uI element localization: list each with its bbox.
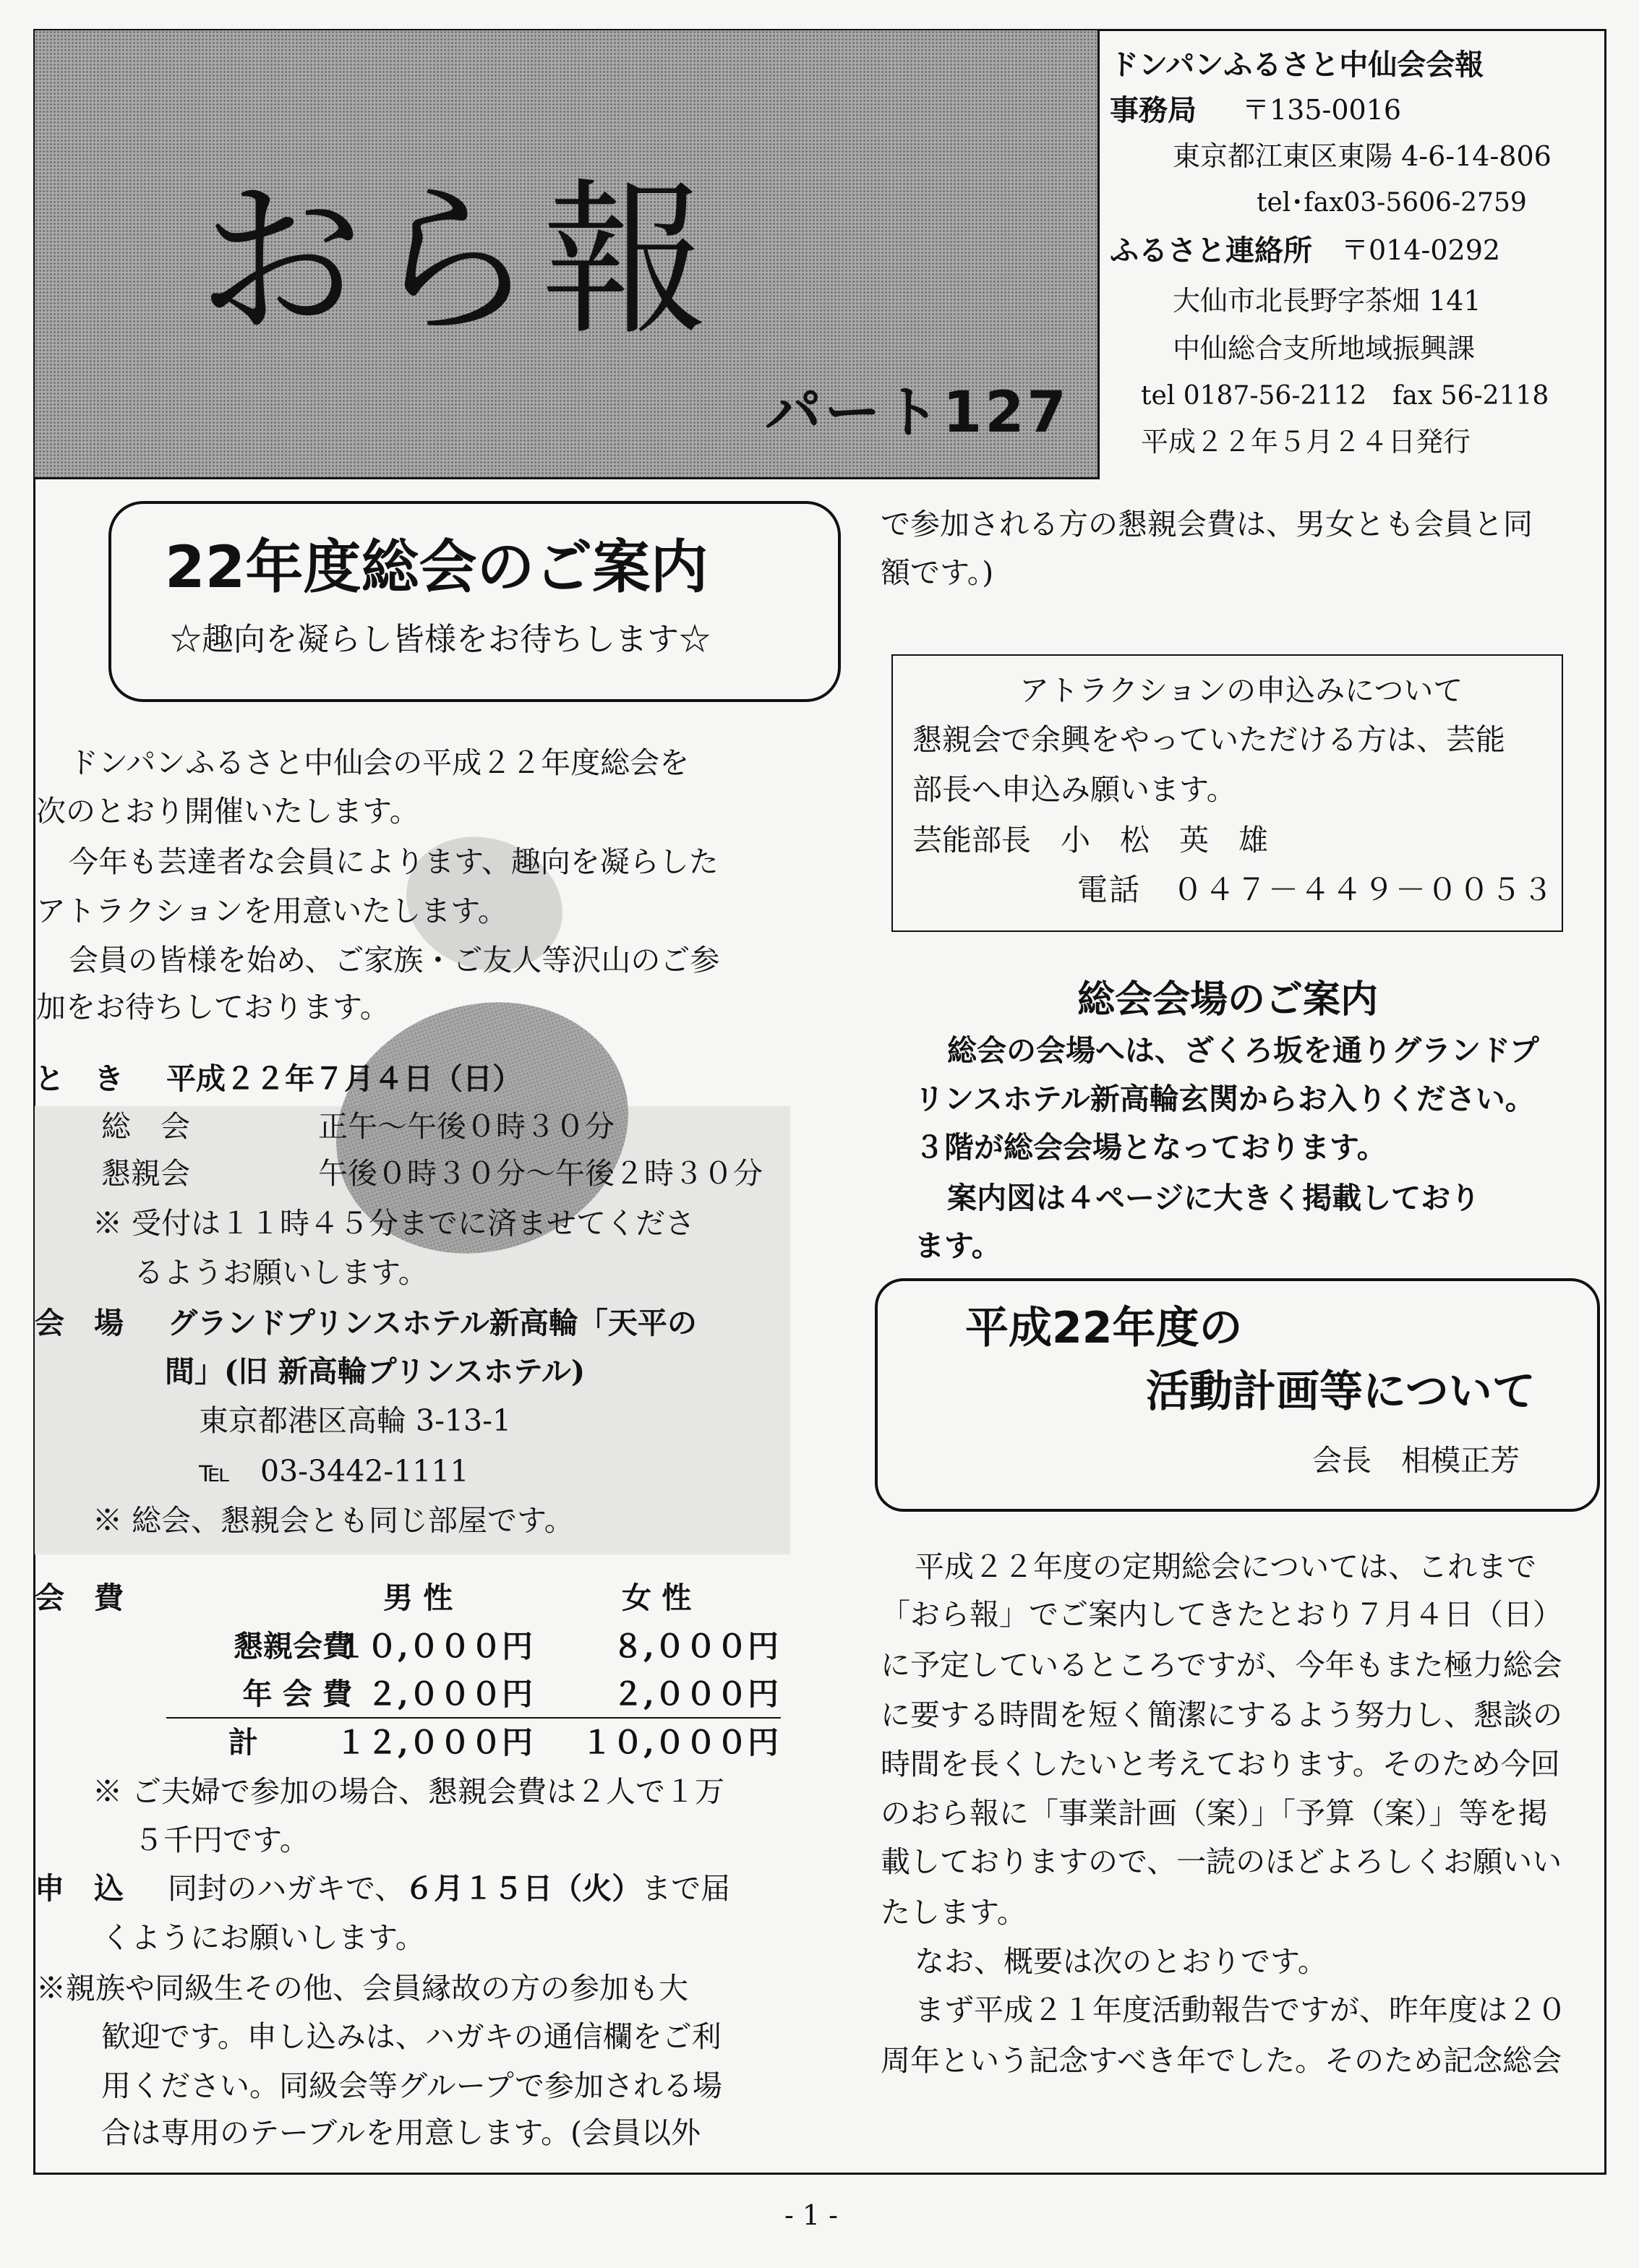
office-address: 東京都江東区東陽 4-6-14-806 <box>1173 140 1552 172</box>
plan-line: 平成２２年度の定期総会については、これまで <box>915 1549 1537 1584</box>
attraction-tel: 電話 ０４７－４４９－００５３ <box>1077 872 1555 907</box>
venue-name-2: 間」(旧 新高輪プリンスホテル) <box>165 1354 586 1389</box>
continued-line: で参加される方の懇親会費は、男女とも会員と同 <box>881 507 1533 542</box>
venue-guide-line: 案内図は４ページに大きく掲載しており <box>947 1181 1481 1215</box>
plan-line: に予定しているところですが、今年もまた極力総会 <box>881 1648 1562 1682</box>
plan-line: まず平成２１年度活動報告ですが、昨年度は２０ <box>915 1993 1567 2027</box>
intro-line: 加をお待ちしております。 <box>36 990 390 1024</box>
konshin-time: 午後０時３０分～午後２時３０分 <box>318 1156 763 1191</box>
venue-guide-line: リンスホテル新高輪玄関からお入りください。 <box>915 1082 1535 1116</box>
intro-line: アトラクションを用意いたします。 <box>36 894 508 928</box>
attraction-text: 懇親会で余興をやっていただける方は、芸能 <box>912 722 1505 757</box>
fee-female: ２,０００円 <box>612 1677 779 1713</box>
venue-guide-line: ます。 <box>915 1228 1001 1263</box>
venue-label: 会 場 <box>35 1306 124 1340</box>
apply-line-2: くようにお願いします。 <box>101 1920 425 1955</box>
office-label: 事務局 <box>1110 94 1197 127</box>
apply-text-a: 同封のハガキで、 <box>168 1871 405 1906</box>
headline: 22年度総会のご案内 <box>165 534 709 601</box>
plan-line: に要する時間を短く簡潔にするよう努力し、懇談の <box>881 1698 1562 1732</box>
home-tel: tel 0187-56-2112 fax 56-2118 <box>1141 381 1549 411</box>
intro-line: 会員の皆様を始め、ご家族・ご友人等沢山のご参 <box>69 943 720 977</box>
venue-address: 東京都港区高輪 3-13-1 <box>199 1403 512 1438</box>
venue-tel: 03-3442-1111 <box>260 1454 469 1489</box>
when-value: 平成２２年７月４日（日） <box>166 1061 522 1096</box>
attraction-person: 芸能部長 小 松 英 雄 <box>912 823 1268 857</box>
office-tel: tel･fax03-5606-2759 <box>1257 188 1527 218</box>
fee-label: 会 費 <box>35 1580 124 1615</box>
attraction-title: アトラクションの申込みについて <box>1019 673 1463 708</box>
plan-line: なお、概要は次のとおりです。 <box>915 1944 1327 1979</box>
fee-male: １０,０００円 <box>335 1629 533 1665</box>
headline-box <box>108 501 841 702</box>
office-zip: 〒135-0016 <box>1242 94 1402 126</box>
fee-total-rule <box>166 1717 781 1719</box>
apply-label: 申 込 <box>35 1871 124 1906</box>
plan-line: 周年という記念すべき年でした。そのため記念総会 <box>881 2043 1562 2078</box>
continued-line: 額です。) <box>881 555 994 590</box>
subheadline: ☆趣向を凝らし皆様をお待ちします☆ <box>170 621 711 658</box>
home-label: ふるさと連絡所 <box>1110 234 1312 268</box>
reception-note: ※ 受付は１１時４５分までに済ませてくださ <box>93 1206 696 1241</box>
relatives-line: ※親族や同級生その他、会員縁故の方の参加も大 <box>36 1971 688 2006</box>
fee-male: ２,０００円 <box>367 1677 533 1713</box>
home-address: 大仙市北長野字茶畑 141 <box>1173 285 1481 317</box>
intro-line: ドンパンふるさと中仙会の平成２２年度総会を <box>69 745 690 780</box>
issue-number: パート127 <box>765 380 1069 445</box>
relatives-line: 歓迎です。申し込みは、ハガキの通信欄をご利 <box>101 2019 722 2054</box>
fee-female: ８,０００円 <box>612 1629 779 1665</box>
home-zip: 〒014-0292 <box>1341 234 1501 266</box>
fee-name: 年 会 費 <box>242 1677 352 1711</box>
plan-line: たします。 <box>881 1895 1027 1930</box>
apply-text-c: まで届 <box>641 1871 731 1906</box>
fee-male-header: 男 性 <box>383 1580 453 1615</box>
venue-guide-line: ３階が総会会場となっております。 <box>915 1130 1387 1165</box>
plan-line: 「おら報」でご案内してきたとおり７月４日（日） <box>881 1597 1562 1632</box>
home-office: 中仙総合支所地域振興課 <box>1173 333 1476 364</box>
when-label: と き <box>35 1061 124 1096</box>
page-number: - 1 - <box>784 2199 839 2231</box>
plan-title-2: 活動計画等について <box>1146 1366 1536 1417</box>
plan-title: 平成22年度の <box>965 1303 1243 1353</box>
couple-note: ※ ご夫婦で参加の場合、懇親会費は２人で１万 <box>93 1774 725 1809</box>
relatives-line: 合は専用のテーブルを用意します。(会員以外 <box>101 2115 701 2150</box>
reception-note-2: るようお願いします。 <box>134 1255 428 1290</box>
issue-date: 平成２２年５月２４日発行 <box>1141 426 1471 458</box>
fee-female: １０,０００円 <box>581 1725 779 1761</box>
venue-guide-line: 総会の会場へは、ざくろ坂を通りグランドプ <box>947 1033 1539 1068</box>
fee-name: 計 <box>228 1725 258 1760</box>
apply-deadline: ６月１５日（火） <box>404 1871 642 1906</box>
fee-name: 懇親会費 <box>234 1629 352 1664</box>
sokai-time: 正午～午後０時３０分 <box>318 1109 615 1144</box>
plan-line: のおら報に「事業計画（案）」「予算（案）」等を掲 <box>881 1796 1548 1831</box>
relatives-line: 用ください。同級会等グループで参加される場 <box>101 2068 722 2103</box>
venue-name: グランドプリンスホテル新高輪「天平の <box>168 1306 697 1340</box>
intro-line: 次のとおり開催いたします。 <box>36 794 419 829</box>
masthead-banner <box>35 30 1100 479</box>
couple-note-2: ５千円です。 <box>134 1823 309 1857</box>
apply-line <box>168 1871 731 1906</box>
plan-line: 時間を長くしたいと考えております。そのため今回 <box>881 1747 1560 1781</box>
org-name: ドンパンふるさと中仙会会報 <box>1110 48 1484 82</box>
venue-guide-heading: 総会会場のご案内 <box>1077 978 1379 1022</box>
fee-female-header: 女 性 <box>622 1580 692 1615</box>
attraction-text-2: 部長へ申込み願います。 <box>912 772 1236 807</box>
newsletter-title: おら報 <box>197 165 714 358</box>
intro-line: 今年も芸達者な会員によります、趣向を凝らした <box>69 844 719 879</box>
same-room-note: ※ 総会、懇親会とも同じ部屋です。 <box>93 1503 574 1538</box>
fee-male: １２,０００円 <box>335 1725 533 1761</box>
sokai-label: 総 会 <box>101 1109 190 1144</box>
plan-line: 載しておりますので、一読のほどよろしくお願いい <box>881 1844 1562 1879</box>
venue-tel-label: ℡ <box>199 1454 231 1489</box>
konshin-label: 懇親会 <box>101 1156 190 1191</box>
plan-author: 会長 相模正芳 <box>1312 1443 1520 1478</box>
